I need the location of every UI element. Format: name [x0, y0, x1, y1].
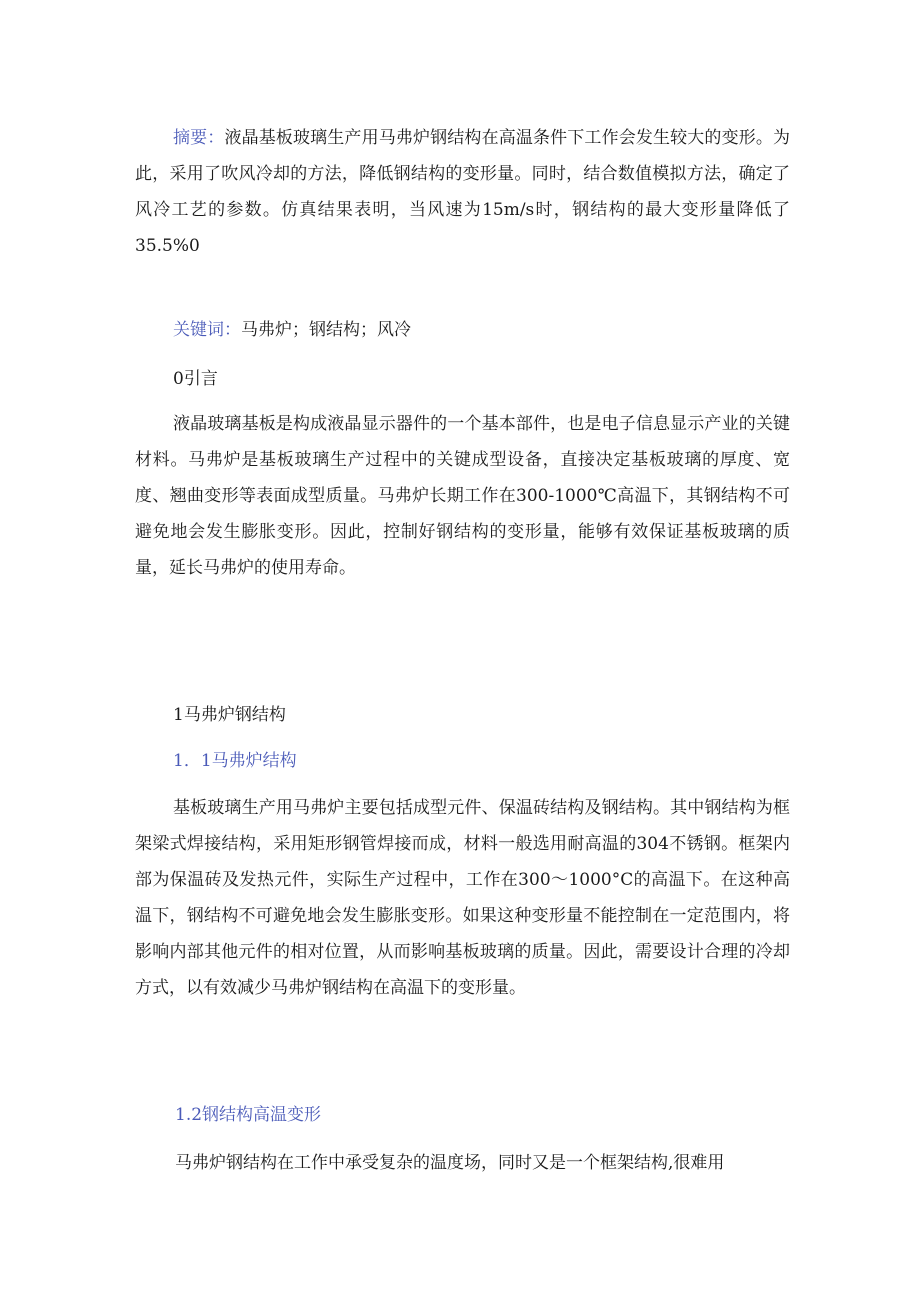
section1-heading: 1马弗炉钢结构	[173, 705, 286, 725]
abstract-paragraph	[135, 120, 790, 264]
keywords-text: 马弗炉；钢结构；风冷	[241, 320, 411, 340]
section1-2-paragraph: 马弗炉钢结构在工作中承受复杂的温度场，同时又是一个框架结构,很难用	[175, 1153, 725, 1173]
keywords-line	[173, 312, 411, 348]
keywords-label: 关键词：	[173, 320, 241, 340]
section1-1-heading: 1．1马弗炉结构	[173, 751, 297, 771]
section1-1-paragraph: 基板玻璃生产用马弗炉主要包括成型元件、保温砖结构及钢结构。其中钢结构为框架梁式焊接结构，采用矩形钢管焊接而成，材料一般选用耐高温的304不锈钢。框架内部为保温砖及发热元件，实际生产过程中，工作在300～1000°C的高温下。在这种高温下，钢结构不可避免地会发生膨胀变形。如果这种变形量不能控制在一定范围内，将影响内部其他元件的相对位置，从而影响基板玻璃的质量。因此，需要设计合理的冷却方式，以有效减少马弗炉钢结构在高温下的变形量。	[135, 798, 790, 998]
intro-heading: 0引言	[173, 369, 218, 389]
abstract-text: 液晶基板玻璃生产用马弗炉钢结构在高温条件下工作会发生较大的变形。为此，采用了吹风冷却的方法，降低钢结构的变形量。同时，结合数值模拟方法，确定了风冷工艺的参数。仿真结果表明，当风速为15m/s时，钢结构的最大变形量降低了35.5%0	[135, 128, 791, 256]
abstract-label: 摘要：	[173, 128, 225, 148]
section1-2-heading: 1.2钢结构高温变形	[175, 1105, 322, 1125]
intro-paragraph: 液晶玻璃基板是构成液晶显示器件的一个基本部件，也是电子信息显示产业的关键材料。马弗炉是基板玻璃生产过程中的关键成型设备，直接决定基板玻璃的厚度、宽度、翘曲变形等表面成型质量。马弗炉长期工作在300-1000℃高温下，其钢结构不可避免地会发生膨胀变形。因此，控制好钢结构的变形量，能够有效保证基板玻璃的质量，延长马弗炉的使用寿命。	[135, 414, 790, 578]
